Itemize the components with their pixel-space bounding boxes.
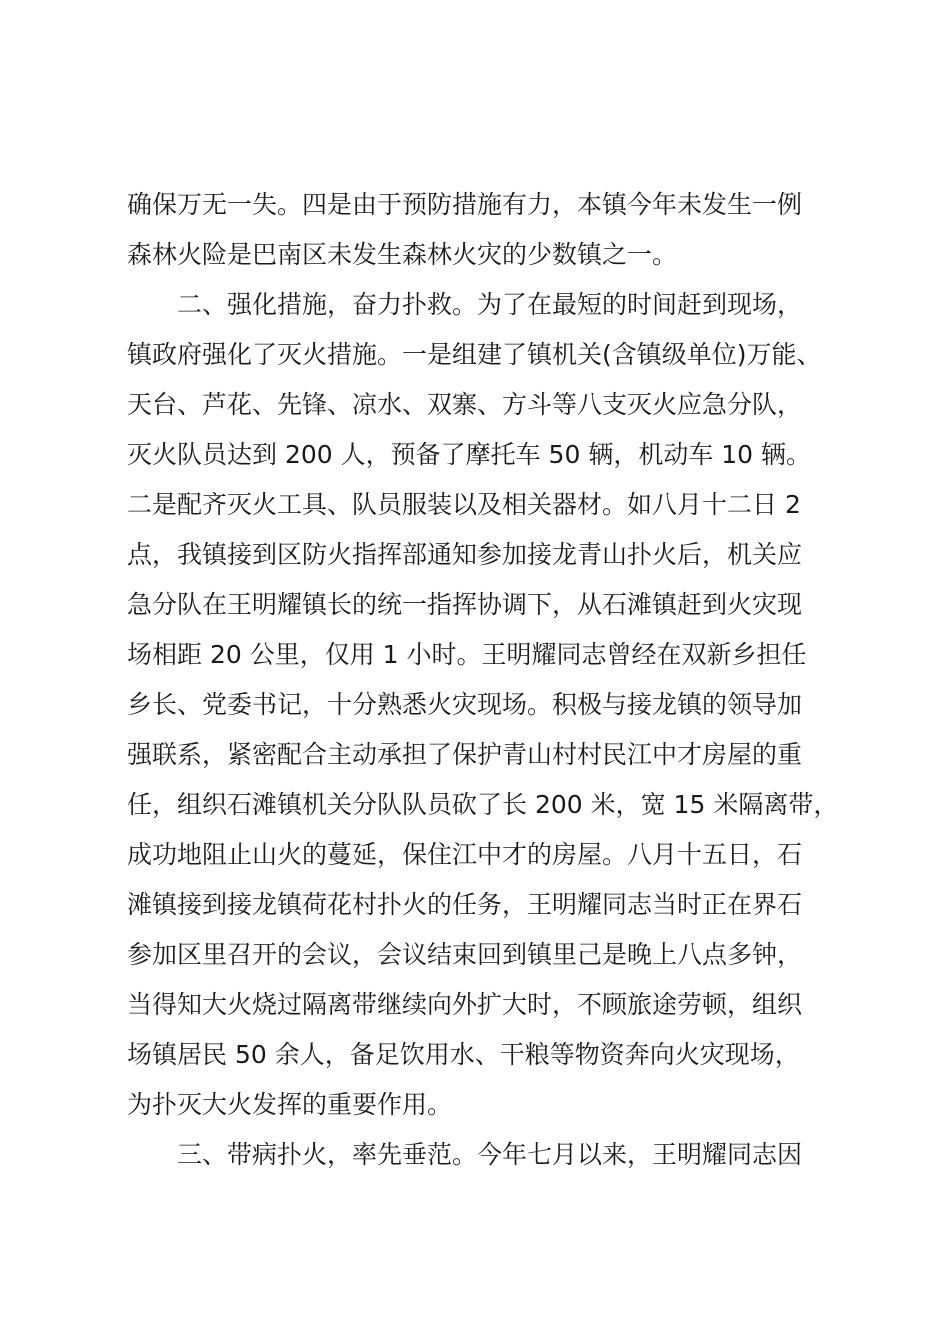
text-line: 滩镇接到接龙镇荷花村扑火的任务，王明耀同志当时正在界石 (127, 890, 803, 919)
text-line: 确保万无一失。四是由于预防措施有力，本镇今年未发生一例 (127, 190, 803, 219)
text-line: 场相距 20 公里，仅用 1 小时。王明耀同志曾经在双新乡担任 (127, 640, 807, 669)
text-line: 场镇居民 50 余人，备足饮用水、干粮等物资奔向火灾现场， (127, 1040, 800, 1069)
text-line: 森林火险是巴南区未发生森林火灾的少数镇之一。 (127, 240, 678, 269)
section-heading-line: 二、强化措施，奋力扑救。为了在最短的时间赶到现场， (177, 290, 803, 319)
text-line: 参加区里召开的会议，会议结束回到镇里己是晚上八点多钟， (127, 940, 803, 969)
text-line: 急分队在王明耀镇长的统一指挥协调下，从石滩镇赶到火灾现 (127, 590, 803, 619)
text-line: 为扑灭大火发挥的重要作用。 (127, 1090, 453, 1119)
text-line: 成功地阻止山火的蔓延，保住江中才的房屋。八月十五日，石 (127, 840, 803, 869)
text-line: 强联系，紧密配合主动承担了保护青山村村民江中才房屋的重 (127, 740, 803, 769)
text-line: 二是配齐灭火工具、队员服装以及相关器材。如八月十二日 2 (127, 490, 801, 519)
text-line: 镇政府强化了灭火措施。一是组建了镇机关(含镇级单位)万能、 (127, 340, 822, 369)
text-line: 乡长、党委书记，十分熟悉火灾现场。积极与接龙镇的领导加 (127, 690, 803, 719)
text-line: 天台、芦花、先锋、凉水、双寨、方斗等八支灭火应急分队， (127, 390, 803, 419)
text-line: 当得知大火烧过隔离带继续向外扩大时，不顾旅途劳顿，组织 (127, 990, 803, 1019)
text-line: 点，我镇接到区防火指挥部通知参加接龙青山扑火后，机关应 (127, 540, 803, 569)
section-heading-line: 三、带病扑火，率先垂范。今年七月以来，王明耀同志因 (177, 1140, 803, 1169)
text-line: 任，组织石滩镇机关分队队员砍了长 200 米，宽 15 米隔离带， (127, 790, 839, 819)
text-line: 灭火队员达到 200 人，预备了摩托车 50 辆，机动车 10 辆。 (127, 440, 812, 469)
